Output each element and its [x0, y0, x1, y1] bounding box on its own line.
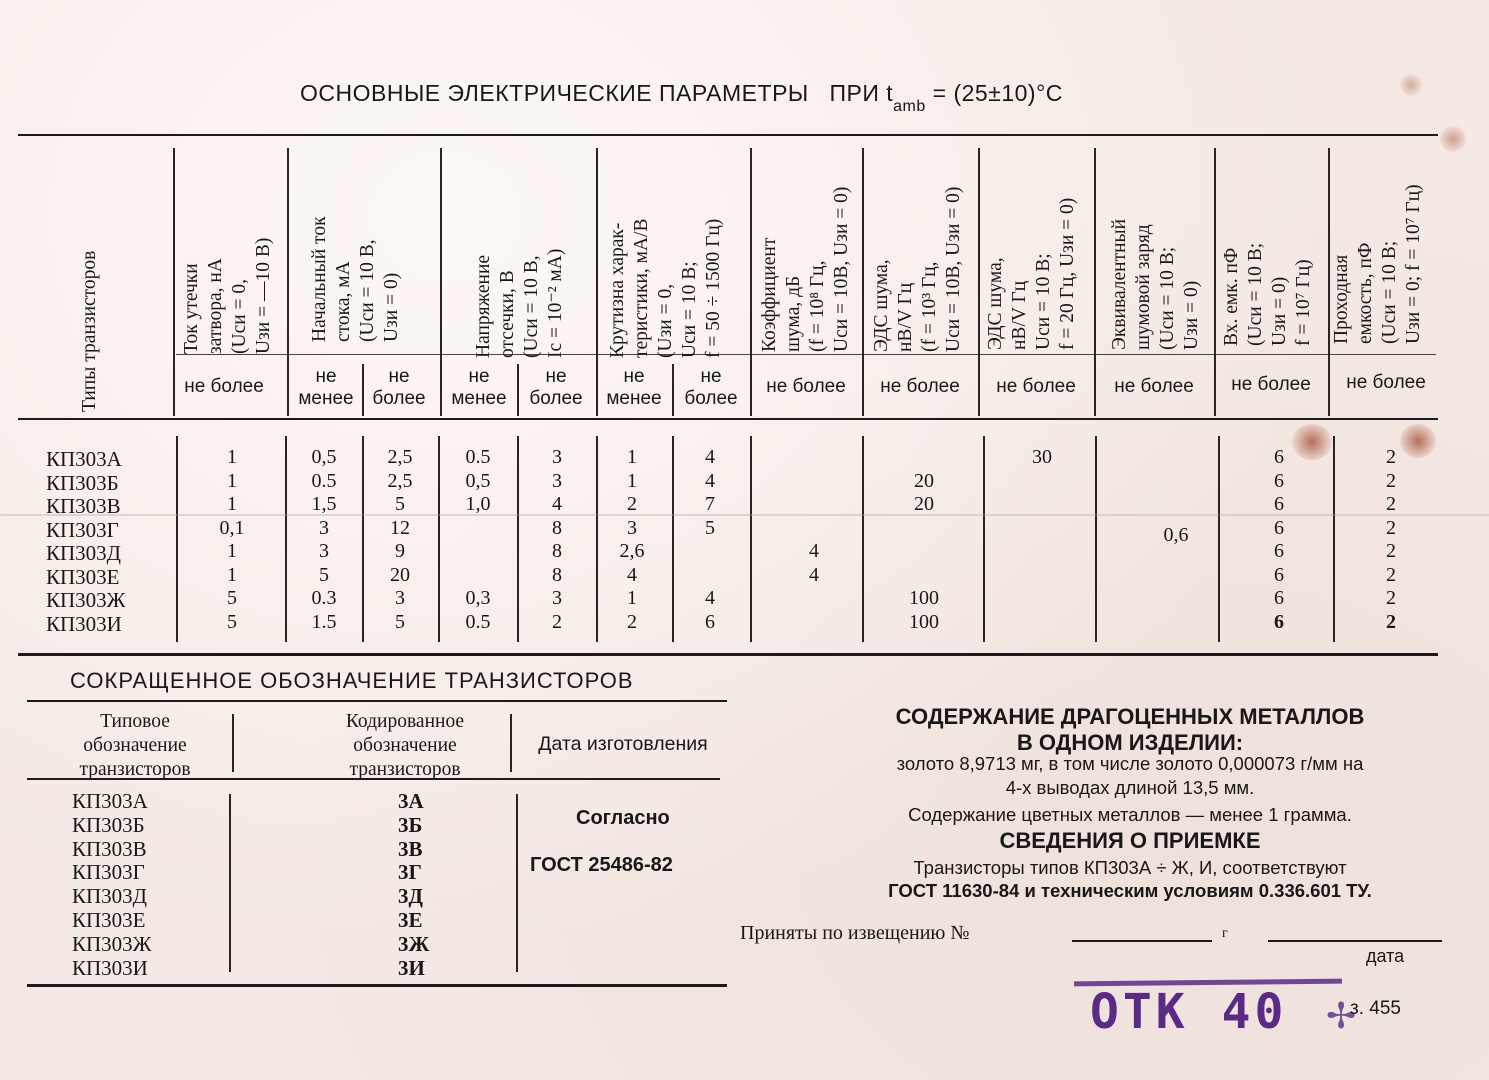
header-transconductance: Крутизна харак- теристики, мА/В (Uзи = 0, Uси = 10 В; f = 50 ÷ 1500 Гц) — [607, 218, 724, 358]
abbr-code: 3Б — [398, 812, 423, 837]
cell-noise-fig: 4 — [809, 563, 819, 586]
acceptance-line2: ГОСТ 11630-84 и техническим условиям 0.336.601 ТУ. — [888, 880, 1372, 901]
transistor-type: КП303И — [46, 611, 122, 636]
cell-s-min: 3 — [627, 516, 637, 539]
cell-vc-min: 0,5 — [465, 469, 491, 492]
body-col-divider — [750, 436, 752, 642]
cell-cin: 6 — [1274, 446, 1284, 468]
cell-ic-max: 2,5 — [387, 446, 413, 468]
cell-s-min: 1 — [627, 446, 637, 468]
cell-vc-min: 0.5 — [465, 446, 491, 468]
abbr-header-date: Дата изготовления — [538, 733, 708, 755]
limit-max: не более — [880, 376, 960, 397]
abbr-code: 3Г — [398, 860, 422, 885]
cell-ic-max: 20 — [390, 563, 410, 586]
body-col-divider — [672, 436, 674, 642]
metals-line2: 4-х выводах длиной 13,5 мм. — [1005, 777, 1255, 798]
date-label: дата — [1366, 946, 1405, 966]
abbr-code: 3Ж — [398, 931, 430, 956]
cell-cpass: 2 — [1386, 446, 1396, 468]
cell-cin: 6 — [1274, 540, 1284, 562]
cell-s-min: 1 — [627, 587, 637, 609]
cell-leak: 1 — [227, 446, 237, 468]
date-note-line1: Согласно — [576, 807, 670, 829]
body-col-divider — [1333, 436, 1335, 642]
cell-vc-max: 8 — [552, 563, 562, 586]
transistor-type: КП303В — [46, 494, 121, 518]
abbr-type: КП303Е — [72, 908, 146, 932]
cell-leak: 1 — [227, 540, 237, 562]
title-condition-value: = (25±10)°С — [932, 80, 1063, 106]
cell-cin: 6 — [1274, 587, 1284, 609]
cell-s-max: 4 — [705, 469, 715, 492]
cell-ic-min: 0.3 — [311, 587, 337, 609]
cell-ic-min: 3 — [319, 540, 329, 562]
cell-emf-1k: 100 — [909, 610, 939, 633]
limit-max: не более — [1114, 376, 1194, 397]
cell-vc-max: 8 — [552, 540, 562, 562]
abbr-type: КП303И — [72, 955, 148, 980]
cell-ic-min: 1.5 — [311, 610, 337, 633]
metals-title — [800, 704, 1460, 756]
col-divider — [173, 148, 175, 416]
body-col-divider — [862, 436, 864, 642]
abbr-type: КП303Б — [72, 812, 145, 837]
cell-vc-max: 3 — [552, 469, 562, 492]
cell-cpass: 2 — [1386, 540, 1396, 562]
cell-s-max: 4 — [705, 446, 715, 468]
table-header-rule — [18, 418, 1438, 420]
header-noise-charge: Эквивалентный шумовой заряд (Uси = 10 В; Uзи = 0) — [1109, 218, 1202, 350]
limits-rule — [176, 354, 1436, 355]
cell-cpass: 2 — [1386, 610, 1396, 633]
date-line[interactable] — [1268, 940, 1442, 942]
acceptance-line1: Транзисторы типов КП303А ÷ Ж, И, соответствуют — [913, 857, 1347, 878]
sub-col-divider — [672, 364, 674, 416]
metals-line1: золото 8,9713 мг, в том числе золото 0,000073 г/мм на — [896, 753, 1364, 774]
abbr-header-code: Кодированное обозначение транзисторов — [345, 711, 465, 780]
cell-leak: 5 — [227, 587, 237, 609]
cell-s-min: 2 — [627, 493, 637, 515]
cell-ic-min: 0,5 — [311, 446, 337, 468]
transistor-type: КП303Г — [46, 517, 119, 542]
abbr-code: 3А — [398, 789, 424, 813]
cell-vc-max: 3 — [552, 446, 562, 468]
body-col-divider — [1095, 436, 1097, 642]
transistor-type: КП303А — [46, 447, 122, 471]
body-col-divider — [596, 436, 598, 642]
header-cutoff-voltage: Напряжение отсечки, В (Uси = 10 В, Iс = 10⁻² мА) — [473, 248, 566, 358]
abbr-code: 3Е — [398, 908, 423, 932]
table-top-rule — [18, 134, 1438, 136]
abbr-type: КП303А — [72, 789, 148, 813]
cell-s-max: 7 — [705, 493, 715, 515]
cell-vc-max: 8 — [552, 516, 562, 539]
cell-ic-min: 3 — [319, 516, 329, 539]
transistor-type: КП303Д — [46, 541, 121, 565]
abbr-type: КП303Г — [72, 860, 145, 885]
cell-s-min: 4 — [627, 563, 637, 586]
cell-cin: 6 — [1274, 469, 1284, 492]
date-note-line2: ГОСТ 25486-82 — [530, 854, 673, 876]
notice-number-line[interactable] — [1072, 940, 1212, 942]
cell-s-min: 2 — [627, 610, 637, 633]
stain-decoration — [1292, 424, 1332, 460]
abbr-col-divider — [229, 794, 231, 972]
acceptance-title: СВЕДЕНИЯ О ПРИЕМКЕ — [999, 828, 1261, 853]
accepted-label: Приняты по извещению № — [740, 922, 970, 944]
abbr-code: 3И — [398, 955, 425, 980]
paper-fold — [0, 514, 1489, 516]
acceptance-body — [810, 856, 1450, 902]
cell-cpass: 2 — [1386, 493, 1396, 515]
cell-cin: 6 — [1274, 563, 1284, 586]
limit-min: не менее — [606, 366, 662, 409]
header-noise-figure: Коэффициент шума, дБ (f = 10⁸ Гц, Uси = 10В, Uзи = 0) — [759, 186, 852, 352]
stain-decoration — [1400, 74, 1422, 96]
abbr-type: КП303В — [72, 836, 147, 861]
cell-leak: 1 — [227, 493, 237, 515]
cell-ic-min: 0.5 — [311, 469, 337, 492]
col-divider — [440, 148, 442, 416]
cell-vc-min: 0,3 — [465, 587, 491, 609]
limit-max: не более — [1231, 374, 1311, 395]
title-main: ОСНОВНЫЕ ЭЛЕКТРИЧЕСКИЕ ПАРАМЕТРЫ — [300, 80, 809, 106]
cell-leak: 1 — [227, 469, 237, 492]
limit-min: не менее — [298, 366, 354, 409]
limit-max: не более — [529, 366, 583, 409]
cell-cpass: 2 — [1386, 563, 1396, 586]
header-leakage: Ток утечки затвора, нА (Uси = 0, Uзи = —10 В) — [181, 237, 274, 354]
abbr-top-rule — [27, 700, 727, 702]
order-number: з. 455 — [1350, 998, 1401, 1019]
page-title — [300, 80, 1063, 115]
cell-noise-charge: 0,6 — [1163, 524, 1189, 546]
stamp-mark-icon: ✢ — [1326, 996, 1357, 1037]
abbr-type: КП303Д — [72, 884, 147, 909]
body-col-divider — [517, 436, 519, 642]
limit-max: не более — [372, 366, 426, 409]
cell-leak: 1 — [227, 563, 237, 586]
limit-max: не более — [1346, 372, 1426, 393]
body-col-divider — [362, 436, 364, 642]
cell-vc-max: 2 — [552, 610, 562, 633]
transistor-type: КП303Ж — [46, 588, 126, 612]
cell-s-min: 1 — [627, 469, 637, 492]
cell-vc-min: 1,0 — [465, 493, 491, 515]
cell-ic-max: 3 — [395, 587, 405, 609]
cell-emf-20: 30 — [1032, 446, 1052, 468]
cell-cin: 6 — [1274, 493, 1284, 515]
cell-cpass: 2 — [1386, 516, 1396, 539]
limit-max: не более — [766, 376, 846, 397]
cell-leak: 0,1 — [219, 516, 245, 539]
table-bottom-rule — [18, 653, 1438, 656]
metals-title-line2: В ОДНОМ ИЗДЕЛИИ: — [1016, 730, 1244, 755]
limit-max: не более — [184, 376, 264, 397]
cell-ic-max: 9 — [395, 540, 405, 562]
title-condition: ПРИ t — [829, 80, 894, 106]
cell-ic-min: 5 — [319, 563, 329, 586]
abbr-bottom-rule — [27, 984, 727, 987]
abbr-type: КП303Ж — [72, 931, 152, 956]
cell-emf-1k: 20 — [914, 493, 934, 515]
metals-line3: Содержание цветных металлов — менее 1 грамма. — [908, 804, 1352, 825]
body-col-divider — [1218, 436, 1220, 642]
header-types: Типы транзисторов — [79, 250, 100, 412]
cell-ic-min: 1,5 — [311, 493, 337, 515]
cell-noise-fig: 4 — [809, 540, 819, 562]
cell-cpass: 2 — [1386, 587, 1396, 609]
metals-title-line1: СОДЕРЖАНИЕ ДРАГОЦЕННЫХ МЕТАЛЛОВ — [895, 704, 1365, 729]
header-drain-current: Начальный ток стока, мА (Uси = 10 В, Uзи = 0) — [309, 216, 402, 342]
cell-leak: 5 — [227, 610, 237, 633]
body-col-divider — [983, 436, 985, 642]
cell-vc-min: 0.5 — [465, 610, 491, 633]
cell-s-max: 4 — [705, 587, 715, 609]
body-col-divider — [285, 436, 287, 642]
body-col-divider — [176, 436, 178, 642]
cell-emf-1k: 100 — [909, 587, 939, 609]
year-suffix: г — [1222, 926, 1228, 941]
body-col-divider — [438, 436, 440, 642]
cell-ic-max: 5 — [395, 610, 405, 633]
abbr-col-divider — [232, 714, 234, 772]
cell-s-min: 2,6 — [619, 540, 645, 562]
abbr-code: 3В — [398, 836, 423, 861]
cell-s-max: 6 — [705, 610, 715, 633]
metals-body — [800, 752, 1460, 827]
header-transfer-capacitance: Проходная емкость, пФ (Uси = 10 В; Uзи = 0; f = 10⁷ Гц) — [1331, 184, 1424, 344]
header-input-capacitance: Вх. емк. пФ (Uси = 10 В; Uзи = 0) f = 10⁷ Гц) — [1221, 242, 1314, 346]
transistor-type: КП303Е — [46, 564, 120, 589]
abbr-col-divider — [510, 714, 512, 772]
cell-ic-max: 12 — [390, 516, 410, 539]
cell-ic-max: 5 — [395, 493, 405, 515]
cell-s-max: 5 — [705, 516, 715, 539]
stain-decoration — [1400, 424, 1436, 458]
stain-decoration — [1440, 126, 1466, 152]
cell-cin: 6 — [1274, 610, 1284, 633]
otk-stamp: ОТК 40 — [1090, 984, 1288, 1040]
abbr-table-title: СОКРАЩЕННОЕ ОБОЗНАЧЕНИЕ ТРАНЗИСТОРОВ — [70, 668, 634, 693]
cell-vc-max: 3 — [552, 587, 562, 609]
cell-vc-max: 4 — [552, 493, 562, 515]
transistor-type: КП303Б — [46, 470, 119, 495]
header-noise-emf-1k: ЭДС шума, нВ/V Гц (f = 10³ Гц, Uси = 10В, Uзи = 0) — [871, 186, 964, 352]
abbr-col-divider — [516, 794, 518, 972]
header-noise-emf-20: ЭДС шума, нВ/V Гц Uси = 10 В; f = 20 Гц, Uзи = 0) — [985, 197, 1078, 350]
limit-max: не более — [684, 366, 738, 409]
title-condition-sub: amb — [893, 98, 926, 115]
cell-cpass: 2 — [1386, 469, 1396, 492]
limit-max: не более — [996, 376, 1076, 397]
abbr-header-type: Типовое обозначение транзисторов — [79, 711, 191, 780]
abbr-code: 3Д — [398, 884, 423, 909]
cell-emf-1k: 20 — [914, 469, 934, 492]
limit-min: не менее — [451, 366, 507, 409]
cell-cin: 6 — [1274, 516, 1284, 539]
cell-ic-max: 2,5 — [387, 469, 413, 492]
